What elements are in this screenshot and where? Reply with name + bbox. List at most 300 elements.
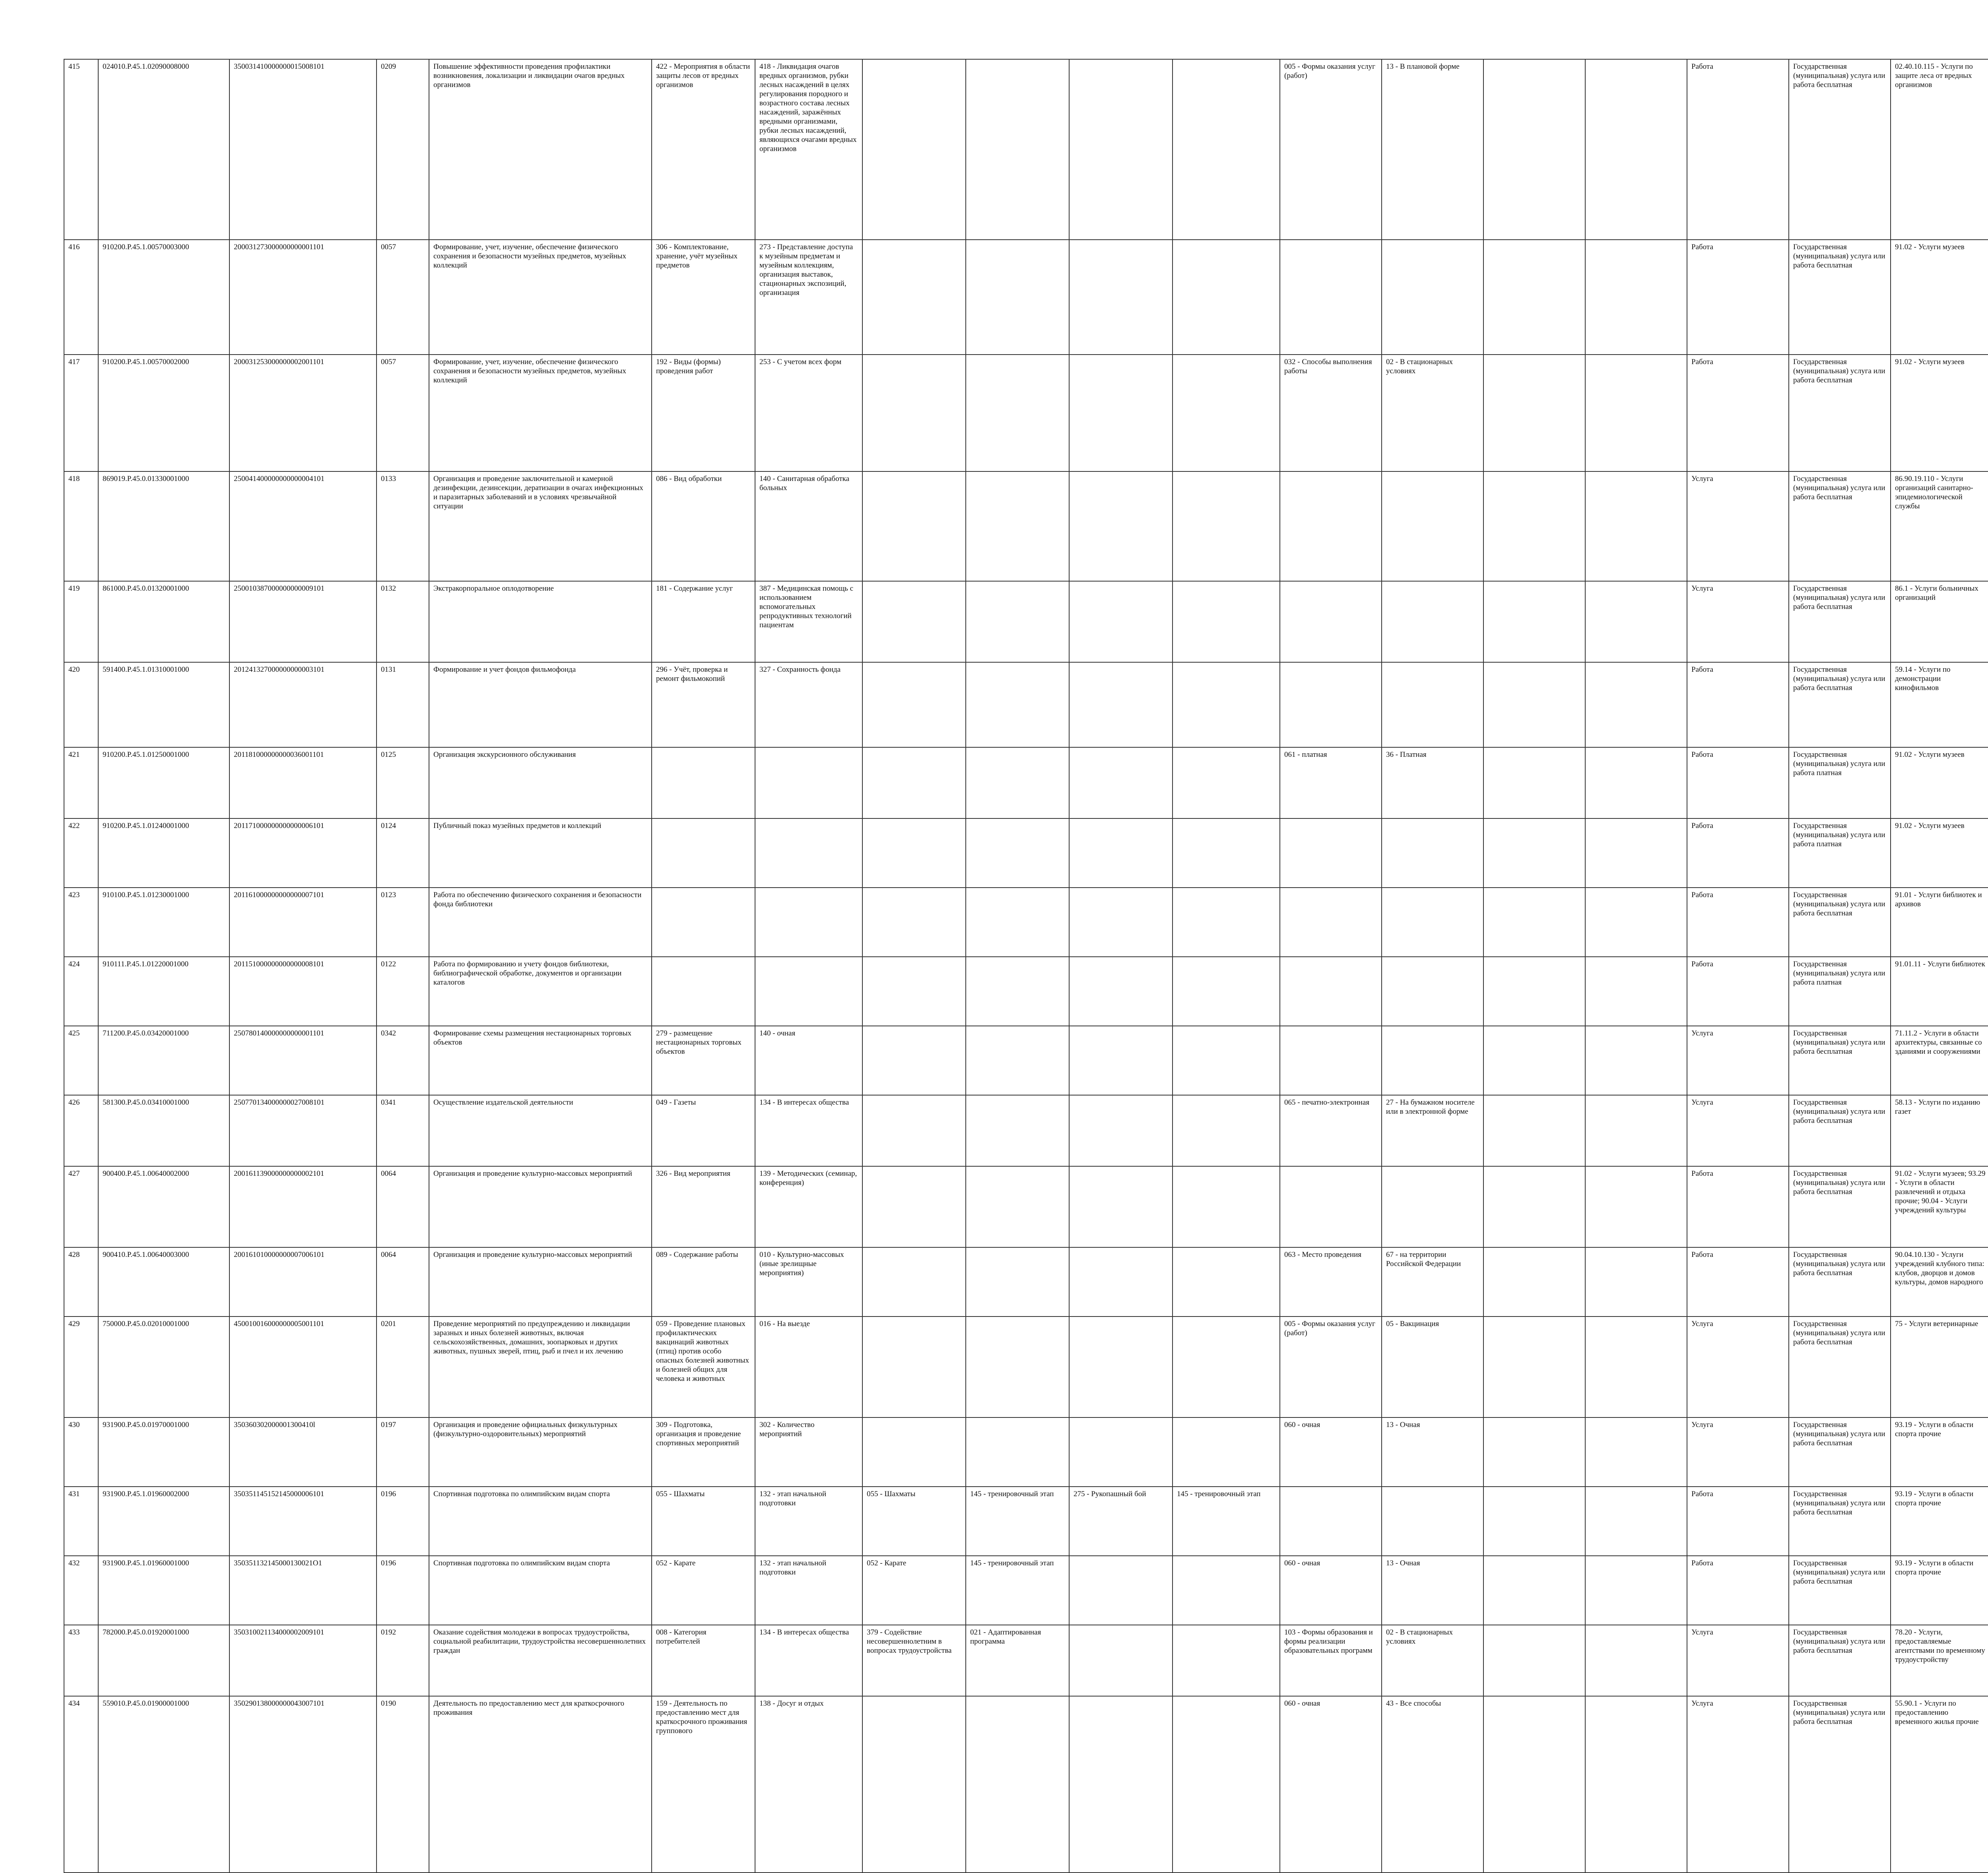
- cell-okved2: [1891, 1026, 1988, 1095]
- cell-text: Экстракорпоральное оплодотворение: [433, 584, 554, 593]
- cell-pay: [1789, 1417, 1891, 1487]
- cell-okved: [377, 471, 429, 581]
- cell-text: 910200.P.45.1.01240001000: [103, 822, 189, 830]
- cell-text: 0132: [381, 584, 396, 593]
- cell-c1: [652, 747, 755, 818]
- cell-reg: [98, 818, 229, 888]
- cell-text: 750000.P.45.0.02010001000: [103, 1320, 189, 1328]
- cell-c6: [1173, 818, 1280, 888]
- cell-c6: [1173, 471, 1280, 581]
- cell-name: [429, 1417, 652, 1487]
- cell-text: Государственная (муниципальная) услуга или работа бесплатная: [1793, 1320, 1885, 1346]
- cell-pay: [1789, 1166, 1891, 1247]
- cell-okved: [377, 581, 429, 662]
- cell-text: 275 - Рукопашный бой: [1074, 1490, 1146, 1498]
- cell-name: [429, 1166, 652, 1247]
- table-row: [64, 471, 1988, 581]
- cell-text: 273 - Представление доступа к музейным предметам и музейным коллекциям, организация выставок, стационарных экспозиций, организация: [759, 243, 853, 297]
- cell-text: Государственная (муниципальная) услуга или работа платная: [1793, 750, 1885, 777]
- cell-c7: [1280, 747, 1382, 818]
- cell-pay: [1789, 1095, 1891, 1166]
- cell-text: 422: [68, 822, 80, 830]
- cell-type: [1687, 957, 1789, 1026]
- cell-text: 250770134000000027008101: [234, 1098, 324, 1107]
- cell-type: [1687, 1556, 1789, 1625]
- cell-okved: [377, 1166, 429, 1247]
- cell-text: Государственная (муниципальная) услуга или работа бесплатная: [1793, 1559, 1885, 1586]
- cell-code: [229, 471, 377, 581]
- cell-code: [229, 355, 377, 471]
- cell-c3: [862, 1625, 966, 1696]
- cell-c10: [1585, 888, 1687, 957]
- cell-c1: [652, 1556, 755, 1625]
- cell-text: 0209: [381, 62, 396, 71]
- cell-text: 910200.P.45.1.01250001000: [103, 750, 189, 759]
- cell-okved: [377, 957, 429, 1026]
- cell-type: [1687, 471, 1789, 581]
- cell-c7: [1280, 1625, 1382, 1696]
- table-row: [64, 1696, 1988, 1873]
- cell-c3: [862, 471, 966, 581]
- cell-no: [64, 1247, 98, 1317]
- cell-c4: [966, 1095, 1069, 1166]
- cell-c3: [862, 581, 966, 662]
- cell-text: 910111.P.45.1.01220001000: [103, 960, 189, 968]
- cell-c7: [1280, 1487, 1382, 1556]
- cell-c5: [1069, 59, 1173, 240]
- cell-text: Работа: [1691, 1169, 1713, 1178]
- cell-c10: [1585, 471, 1687, 581]
- table-row: [64, 355, 1988, 471]
- cell-pay: [1789, 818, 1891, 888]
- cell-type: [1687, 747, 1789, 818]
- cell-reg: [98, 240, 229, 355]
- cell-no: [64, 1625, 98, 1696]
- cell-text: Работа: [1691, 822, 1713, 830]
- cell-okved: [377, 59, 429, 240]
- cell-okved: [377, 355, 429, 471]
- cell-code: [229, 1247, 377, 1317]
- cell-text: 429: [68, 1320, 80, 1328]
- cell-okved2: [1891, 581, 1988, 662]
- cell-text: 417: [68, 358, 80, 366]
- cell-text: Государственная (муниципальная) услуга или работа бесплатная: [1793, 1421, 1885, 1447]
- cell-reg: [98, 747, 229, 818]
- cell-text: 049 - Газеты: [656, 1098, 696, 1107]
- cell-c4: [966, 662, 1069, 747]
- cell-text: 13 - В плановой форме: [1386, 62, 1460, 71]
- cell-name: [429, 1487, 652, 1556]
- cell-text: Оказание содействия молодежи в вопросах трудоустройства, социальной реабилитации, трудоустройства несовершеннолетних граждан: [433, 1628, 646, 1655]
- cell-c1: [652, 581, 755, 662]
- cell-text: 02.40.10.115 - Услуги по защите леса от вредных организмов: [1895, 62, 1973, 89]
- cell-c9: [1483, 1095, 1585, 1166]
- cell-text: Работа: [1691, 62, 1713, 71]
- cell-okved: [377, 1625, 429, 1696]
- cell-text: Услуга: [1691, 1098, 1713, 1107]
- cell-type: [1687, 1247, 1789, 1317]
- cell-c7: [1280, 59, 1382, 240]
- cell-c2: [755, 1417, 862, 1487]
- cell-name: [429, 1317, 652, 1417]
- cell-pay: [1789, 240, 1891, 355]
- cell-text: Государственная (муниципальная) услуга или работа платная: [1793, 822, 1885, 848]
- cell-text: 93.19 - Услуги в области спорта прочие: [1895, 1490, 1974, 1507]
- cell-text: 201241327000000000003101: [234, 665, 324, 674]
- cell-c8: [1382, 1487, 1483, 1556]
- cell-name: [429, 59, 652, 240]
- cell-c1: [652, 818, 755, 888]
- cell-c2: [755, 1095, 862, 1166]
- cell-c6: [1173, 1487, 1280, 1556]
- cell-text: 350310021134000002009101: [234, 1628, 324, 1636]
- cell-c4: [966, 240, 1069, 355]
- cell-text: 201151000000000000008101: [234, 960, 324, 968]
- cell-text: 145 - тренировочный этап: [1177, 1490, 1261, 1498]
- cell-c9: [1483, 1417, 1585, 1487]
- cell-c1: [652, 240, 755, 355]
- cell-pay: [1789, 1487, 1891, 1556]
- cell-no: [64, 581, 98, 662]
- cell-name: [429, 1026, 652, 1095]
- cell-name: [429, 1247, 652, 1317]
- cell-c2: [755, 1026, 862, 1095]
- cell-text: 581300.P.45.0.03410001000: [103, 1098, 189, 1107]
- cell-okved2: [1891, 818, 1988, 888]
- cell-type: [1687, 240, 1789, 355]
- cell-text: 010 - Культурно-массовых (иные зрелищные мероприятия): [759, 1251, 844, 1277]
- cell-c6: [1173, 1417, 1280, 1487]
- cell-c9: [1483, 59, 1585, 240]
- cell-c2: [755, 1166, 862, 1247]
- cell-c9: [1483, 888, 1585, 957]
- cell-c6: [1173, 1026, 1280, 1095]
- cell-c1: [652, 662, 755, 747]
- cell-text: 91.02 - Услуги музеев; 93.29 - Услуги в области развлечений и отдыха прочие; 90.04 - Услуги учреждений культуры: [1895, 1169, 1986, 1214]
- cell-c7: [1280, 355, 1382, 471]
- cell-code: [229, 1095, 377, 1166]
- cell-c9: [1483, 355, 1585, 471]
- cell-text: 309 - Подготовка, организация и проведение спортивных мероприятий: [656, 1421, 741, 1447]
- cell-text: Организация и проведение официальных физкультурных (физкультурно-оздоровительных) мероприятий: [433, 1421, 618, 1438]
- cell-text: Спортивная подготовка по олимпийским видам спорта: [433, 1559, 610, 1567]
- cell-okved: [377, 747, 429, 818]
- cell-text: 36 - Платная: [1386, 750, 1427, 759]
- cell-type: [1687, 59, 1789, 240]
- cell-c1: [652, 1095, 755, 1166]
- cell-c6: [1173, 581, 1280, 662]
- cell-name: [429, 581, 652, 662]
- cell-reg: [98, 1487, 229, 1556]
- cell-c3: [862, 1317, 966, 1417]
- cell-c6: [1173, 240, 1280, 355]
- cell-c3: [862, 1166, 966, 1247]
- cell-text: 420: [68, 665, 80, 674]
- cell-c5: [1069, 1417, 1173, 1487]
- cell-text: 91.02 - Услуги музеев: [1895, 358, 1965, 366]
- cell-text: Государственная (муниципальная) услуга или работа бесплатная: [1793, 665, 1885, 692]
- cell-text: Работа: [1691, 960, 1713, 968]
- cell-reg: [98, 1026, 229, 1095]
- cell-text: Государственная (муниципальная) услуга или работа бесплатная: [1793, 358, 1885, 384]
- cell-text: Формирование, учет, изучение, обеспечение физического сохранения и безопасности музейных предметов, музейных коллекций: [433, 243, 626, 270]
- cell-c6: [1173, 1696, 1280, 1873]
- cell-c3: [862, 662, 966, 747]
- cell-pay: [1789, 1696, 1891, 1873]
- cell-c10: [1585, 1696, 1687, 1873]
- cell-c6: [1173, 1625, 1280, 1696]
- cell-text: 43 - Все способы: [1386, 1699, 1441, 1708]
- cell-text: Проведение мероприятий по предупреждению и ликвидации заразных и иных болезней животных, включая сельскохозяйственных, домашних, зоопарковых и других животных, пушных зверей, птиц, рыб и пчел и их лечению: [433, 1320, 630, 1355]
- cell-type: [1687, 1095, 1789, 1166]
- table-row: [64, 1556, 1988, 1625]
- cell-text: 434: [68, 1699, 80, 1708]
- cell-c6: [1173, 1247, 1280, 1317]
- cell-c9: [1483, 1556, 1585, 1625]
- cell-c5: [1069, 581, 1173, 662]
- cell-text: 71.11.2 - Услуги в области архитектуры, связанные со зданиями и сооружениями: [1895, 1029, 1982, 1056]
- cell-c8: [1382, 1166, 1483, 1247]
- cell-text: Работа по формированию и учету фондов библиотеки, библиографической обработке, документов и организации каталогов: [433, 960, 622, 987]
- cell-okved2: [1891, 1166, 1988, 1247]
- cell-text: 0192: [381, 1628, 396, 1636]
- cell-text: Услуга: [1691, 1628, 1713, 1636]
- cell-c4: [966, 957, 1069, 1026]
- cell-text: Государственная (муниципальная) услуга или работа бесплатная: [1793, 475, 1885, 501]
- cell-c4: [966, 471, 1069, 581]
- cell-text: 134 - В интересах общества: [759, 1628, 849, 1636]
- cell-c4: [966, 1166, 1069, 1247]
- cell-code: [229, 662, 377, 747]
- cell-text: 711200.P.45.0.03420001000: [103, 1029, 189, 1037]
- table-row: [64, 1026, 1988, 1095]
- cell-pay: [1789, 1026, 1891, 1095]
- cell-text: 0196: [381, 1559, 396, 1567]
- cell-name: [429, 888, 652, 957]
- cell-name: [429, 1696, 652, 1873]
- cell-c8: [1382, 1026, 1483, 1095]
- cell-okved: [377, 1026, 429, 1095]
- cell-text: 296 - Учёт, проверка и ремонт фильмокопий: [656, 665, 728, 683]
- cell-c10: [1585, 355, 1687, 471]
- cell-no: [64, 240, 98, 355]
- cell-text: 052 - Карате: [656, 1559, 696, 1567]
- cell-c10: [1585, 240, 1687, 355]
- cell-text: Государственная (муниципальная) услуга или работа бесплатная: [1793, 1029, 1885, 1056]
- cell-c4: [966, 1625, 1069, 1696]
- cell-c8: [1382, 581, 1483, 662]
- cell-code: [229, 1487, 377, 1556]
- cell-reg: [98, 888, 229, 957]
- cell-text: Работа: [1691, 1559, 1713, 1567]
- cell-c9: [1483, 818, 1585, 888]
- cell-code: [229, 747, 377, 818]
- cell-text: 90.04.10.130 - Услуги учреждений клубного типа: клубов, дворцов и домов культуры, домов народного: [1895, 1251, 1984, 1286]
- cell-text: 93.19 - Услуги в области спорта прочие: [1895, 1421, 1974, 1438]
- cell-text: 350360302000001300410l: [234, 1421, 315, 1429]
- cell-c5: [1069, 1487, 1173, 1556]
- cell-text: 201161000000000000007101: [234, 891, 324, 899]
- cell-text: 869019.P.45.0.01330001000: [103, 475, 189, 483]
- cell-text: 060 - очная: [1284, 1559, 1320, 1567]
- cell-name: [429, 818, 652, 888]
- cell-text: 350031410000000015008101: [234, 62, 324, 71]
- cell-reg: [98, 1247, 229, 1317]
- cell-pay: [1789, 1317, 1891, 1417]
- cell-text: 416: [68, 243, 80, 251]
- cell-reg: [98, 1317, 229, 1417]
- cell-c8: [1382, 1095, 1483, 1166]
- cell-text: 0122: [381, 960, 396, 968]
- cell-c2: [755, 471, 862, 581]
- cell-reg: [98, 1625, 229, 1696]
- cell-text: 200161010000000007006101: [234, 1251, 324, 1259]
- cell-text: 0123: [381, 891, 396, 899]
- cell-no: [64, 1026, 98, 1095]
- cell-text: 0341: [381, 1098, 396, 1107]
- cell-text: 425: [68, 1029, 80, 1037]
- cell-c6: [1173, 662, 1280, 747]
- cell-c9: [1483, 1166, 1585, 1247]
- cell-okved2: [1891, 888, 1988, 957]
- cell-type: [1687, 1026, 1789, 1095]
- cell-c6: [1173, 1166, 1280, 1247]
- cell-c8: [1382, 1417, 1483, 1487]
- cell-text: 086 - Вид обработки: [656, 475, 722, 483]
- cell-text: 55.90.1 - Услуги по предоставлению временного жилья прочие: [1895, 1699, 1979, 1726]
- cell-text: Государственная (муниципальная) услуга или работа бесплатная: [1793, 584, 1885, 611]
- cell-code: [229, 888, 377, 957]
- cell-c5: [1069, 888, 1173, 957]
- cell-text: 0131: [381, 665, 396, 674]
- cell-text: 250780140000000000001101: [234, 1029, 324, 1037]
- cell-pay: [1789, 1556, 1891, 1625]
- cell-c2: [755, 662, 862, 747]
- cell-c7: [1280, 662, 1382, 747]
- cell-reg: [98, 1095, 229, 1166]
- cell-text: 060 - очная: [1284, 1699, 1320, 1708]
- cell-c8: [1382, 355, 1483, 471]
- cell-c4: [966, 1317, 1069, 1417]
- cell-text: 591400.P.45.1.01310001000: [103, 665, 189, 674]
- cell-c5: [1069, 1317, 1173, 1417]
- cell-c9: [1483, 1247, 1585, 1317]
- cell-c9: [1483, 240, 1585, 355]
- cell-okved2: [1891, 240, 1988, 355]
- cell-okved2: [1891, 1247, 1988, 1317]
- cell-c7: [1280, 888, 1382, 957]
- cell-c9: [1483, 1696, 1585, 1873]
- cell-c10: [1585, 1487, 1687, 1556]
- table-row: [64, 662, 1988, 747]
- cell-pay: [1789, 888, 1891, 957]
- cell-type: [1687, 1166, 1789, 1247]
- cell-c2: [755, 1696, 862, 1873]
- cell-text: 350351132145000130021O1: [234, 1559, 322, 1567]
- cell-c2: [755, 1247, 862, 1317]
- cell-c10: [1585, 581, 1687, 662]
- cell-text: 433: [68, 1628, 80, 1636]
- cell-c4: [966, 1696, 1069, 1873]
- service-registry-table: [64, 59, 1988, 1873]
- cell-okved2: [1891, 1095, 1988, 1166]
- cell-text: Государственная (муниципальная) услуга или работа бесплатная: [1793, 243, 1885, 270]
- cell-text: Государственная (муниципальная) услуга или работа бесплатная: [1793, 891, 1885, 917]
- cell-okved: [377, 1556, 429, 1625]
- cell-text: 91.01 - Услуги библиотек и архивов: [1895, 891, 1982, 908]
- cell-c6: [1173, 1317, 1280, 1417]
- table-row: [64, 581, 1988, 662]
- cell-c8: [1382, 1247, 1483, 1317]
- cell-okved: [377, 240, 429, 355]
- cell-c8: [1382, 1556, 1483, 1625]
- cell-c2: [755, 59, 862, 240]
- cell-okved2: [1891, 471, 1988, 581]
- cell-c10: [1585, 957, 1687, 1026]
- cell-text: 910200.P.45.1.00570002000: [103, 358, 189, 366]
- cell-c5: [1069, 471, 1173, 581]
- cell-text: 306 - Комплектование, хранение, учёт музейных предметов: [656, 243, 738, 270]
- cell-c8: [1382, 1625, 1483, 1696]
- cell-no: [64, 888, 98, 957]
- cell-okved: [377, 1487, 429, 1556]
- cell-text: 418 - Ликвидация очагов вредных организмов, рубки лесных насаждений в целях регулирования породного и возрастного состава лесных насаждений, заражённых вредными организмами, рубки лесных насаждений, являющихся очагами вредных организмов: [759, 62, 857, 153]
- cell-text: 422 - Мероприятия в области защиты лесов от вредных организмов: [656, 62, 750, 89]
- cell-c7: [1280, 957, 1382, 1026]
- cell-c3: [862, 1095, 966, 1166]
- table-row: [64, 888, 1988, 957]
- cell-c2: [755, 355, 862, 471]
- cell-text: 0196: [381, 1490, 396, 1498]
- cell-text: 326 - Вид мероприятия: [656, 1169, 730, 1178]
- cell-no: [64, 355, 98, 471]
- cell-text: 089 - Содержание работы: [656, 1251, 738, 1259]
- cell-c9: [1483, 471, 1585, 581]
- cell-c3: [862, 240, 966, 355]
- cell-text: Работа: [1691, 243, 1713, 251]
- cell-text: 0057: [381, 243, 396, 251]
- cell-c4: [966, 1026, 1069, 1095]
- cell-code: [229, 59, 377, 240]
- cell-c9: [1483, 747, 1585, 818]
- cell-c5: [1069, 818, 1173, 888]
- cell-pay: [1789, 662, 1891, 747]
- cell-name: [429, 957, 652, 1026]
- cell-text: 0197: [381, 1421, 396, 1429]
- cell-text: Услуга: [1691, 475, 1713, 483]
- cell-c10: [1585, 747, 1687, 818]
- cell-text: 86.90.19.110 - Услуги организаций санитарно-эпидемиологической службы: [1895, 475, 1973, 510]
- cell-code: [229, 1625, 377, 1696]
- cell-no: [64, 957, 98, 1026]
- cell-text: Государственная (муниципальная) услуга или работа бесплатная: [1793, 1699, 1885, 1726]
- cell-okved: [377, 1247, 429, 1317]
- cell-text: Публичный показ музейных предметов и коллекций: [433, 822, 602, 830]
- cell-okved2: [1891, 747, 1988, 818]
- cell-c5: [1069, 1696, 1173, 1873]
- cell-c4: [966, 1556, 1069, 1625]
- cell-text: 559010.P.45.0.01900001000: [103, 1699, 189, 1708]
- cell-text: 419: [68, 584, 80, 593]
- cell-okved: [377, 1095, 429, 1166]
- cell-c5: [1069, 1625, 1173, 1696]
- cell-no: [64, 1487, 98, 1556]
- cell-text: 055 - Шахматы: [656, 1490, 705, 1498]
- cell-c1: [652, 1417, 755, 1487]
- cell-text: Государственная (муниципальная) услуга или работа бесплатная: [1793, 1628, 1885, 1655]
- cell-text: 0057: [381, 358, 396, 366]
- cell-code: [229, 1696, 377, 1873]
